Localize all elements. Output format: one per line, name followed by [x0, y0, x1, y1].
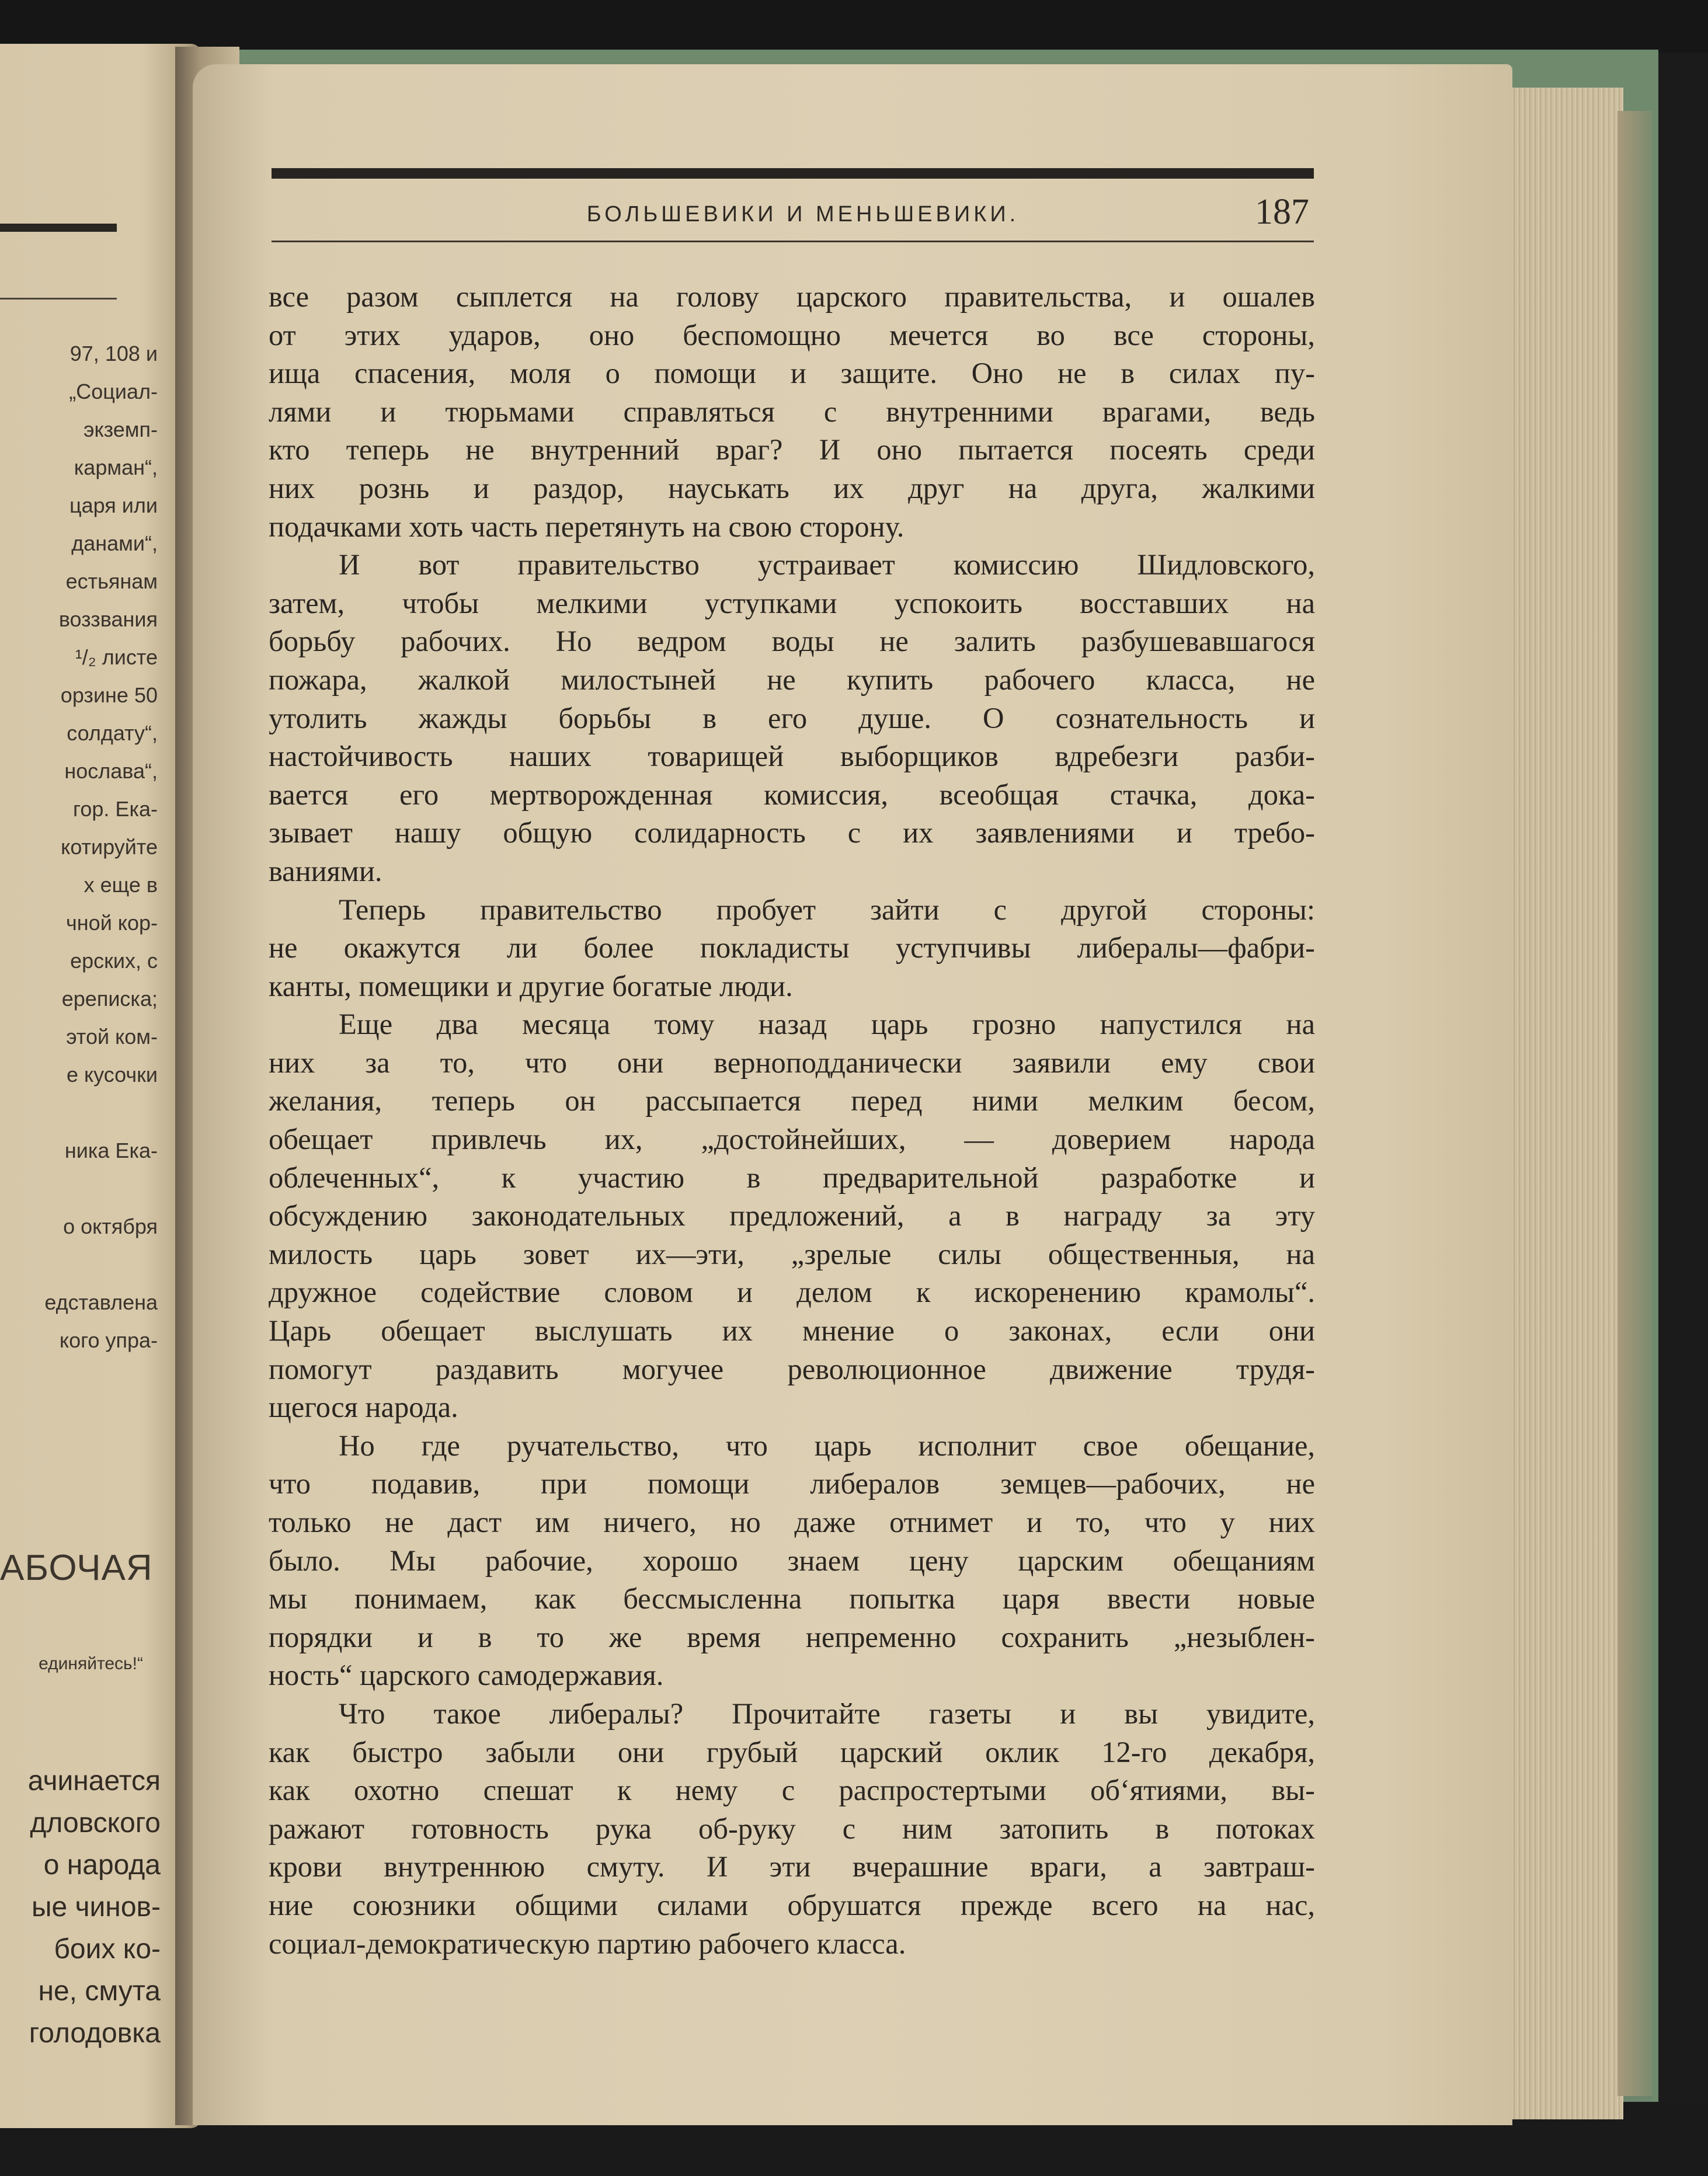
left-page-rule — [0, 224, 117, 232]
text-line: милость царь зовет их—эти, „зрелые силы общественныя, на — [269, 1237, 1315, 1270]
left-line: „Социал- — [69, 380, 158, 403]
left-line: карман“, — [74, 455, 158, 479]
left-line: орзине 50 — [60, 683, 158, 707]
text-line: борьбу рабочих. Но ведром воды не залить разбушевавшагося — [269, 625, 1315, 658]
text-line: Еще два месяца тому назад царь грозно напустился на — [339, 1008, 1315, 1041]
left-line: царя или — [69, 493, 158, 517]
page-number: 187 — [1255, 192, 1309, 232]
left-page-tail-text — [0, 1760, 193, 2055]
left-line: о октября — [63, 1214, 158, 1238]
left-tail-line: ые чинов- — [31, 1892, 161, 1923]
text-line: обсуждению законодательных предложений, а в награду за эту — [269, 1199, 1315, 1233]
left-line: нослава“, — [64, 759, 158, 783]
text-line: как охотно спешат к нему с распростертыми об‘ятиями, вы- — [269, 1774, 1315, 1807]
text-line: Теперь правительство пробует зайти с другой стороны: — [339, 893, 1315, 926]
left-line: ника Ека- — [64, 1139, 158, 1162]
left-line: солдату“, — [67, 721, 158, 745]
page-block-edges — [1495, 88, 1623, 2119]
left-line: едставлена — [44, 1290, 158, 1314]
left-line: ереписка; — [61, 987, 158, 1011]
text-line: канты, помещики и другие богатые люди. — [269, 969, 793, 1002]
header-thick-rule — [272, 168, 1314, 179]
text-line: крови внутреннюю смуту. И эти вчерашние враги, а завтраш- — [269, 1850, 1315, 1883]
text-line: социал-демократическую партию рабочего класса. — [269, 1927, 906, 1960]
text-line: кто теперь не внутренний враг? И оно пытается посеять среди — [269, 433, 1315, 466]
left-page — [0, 44, 201, 2128]
text-line: все разом сыплется на голову царского правительства, и ошалев — [269, 280, 1315, 313]
text-line: что подавив, при помощи либералов земцев—рабочих, не — [269, 1467, 1315, 1500]
text-line: ние союзники общими силами обрушатся прежде всего на нас, — [269, 1888, 1315, 1921]
text-line: Но где ручательство, что царь исполнит свое обещание, — [339, 1429, 1315, 1462]
left-line — [0, 1094, 158, 1131]
text-line: от этих ударов, оно беспомощно мечется во все стороны, — [269, 318, 1315, 351]
running-head: БОЛЬШЕВИКИ И МЕНЬШЕВИКИ. — [586, 202, 1020, 227]
left-line — [0, 1245, 158, 1283]
text-line: как быстро забыли они грубый царский оклик 12-го декабря, — [269, 1735, 1315, 1768]
text-line: Что такое либералы? Прочитайте газеты и вы увидите, — [339, 1697, 1315, 1730]
text-line: лями и тюрьмами справляться с внутренними врагами, ведь — [269, 395, 1315, 428]
text-line: дружное содействие словом и делом к искоренению крамолы“. — [269, 1276, 1315, 1309]
left-line: естьянам — [65, 569, 158, 593]
text-line: утолить жажды борьбы в его душе. О сознательность и — [269, 701, 1315, 734]
text-line: настойчивость наших товарищей выборщиков вдребезги разби- — [269, 740, 1315, 773]
left-page-heading: АБОЧАЯ — [0, 1548, 153, 1588]
body-text — [269, 278, 1315, 1963]
left-line: котируйте — [61, 835, 158, 859]
left-line: данами“, — [71, 531, 158, 555]
left-line: чной кор- — [66, 911, 158, 935]
left-line: гор. Ека- — [73, 797, 158, 821]
text-line: помогут раздавить могучее революционное движение трудя- — [269, 1352, 1315, 1385]
page-block-shadow — [1617, 111, 1653, 2096]
text-line: обещает привлечь их, „достойнейших, — доверием народа — [269, 1123, 1315, 1156]
left-line: кого упра- — [59, 1328, 158, 1352]
left-tail-line: дловского — [30, 1808, 161, 1839]
text-line: порядки и в то же время непременно сохранить „незыблен- — [269, 1620, 1315, 1653]
text-line: ражают готовность рука об-руку с ним затопить в потоках — [269, 1812, 1315, 1845]
page-header — [272, 192, 1314, 232]
left-line — [0, 1169, 158, 1207]
text-line: щегося народа. — [269, 1391, 458, 1424]
left-line: экземп- — [84, 417, 158, 441]
left-tail-line: о народа — [43, 1850, 161, 1881]
text-line: желания, теперь он рассыпается перед ними мелким бесом, — [269, 1084, 1315, 1117]
text-line: только не даст им ничего, но даже отнимет и то, что у них — [269, 1506, 1315, 1538]
text-line: затем, чтобы мелкими уступками успокоить восставших на — [269, 586, 1315, 619]
text-line: мы понимаем, как бессмысленна попытка царя ввести новые — [269, 1582, 1315, 1616]
text-line: подачками хоть часть перетянуть на свою сторону. — [269, 510, 905, 543]
text-line: ваниями. — [269, 854, 382, 887]
text-line: облеченных“, к участию в предварительной разработке и — [269, 1161, 1315, 1194]
text-line: ность“ царского самодержавия. — [269, 1659, 664, 1692]
text-line: было. Мы рабочие, хорошо знаем цену царским обещаниям — [269, 1544, 1315, 1577]
left-line: ¹/₂ листе — [75, 645, 158, 669]
left-tail-line: ачинается — [27, 1766, 161, 1796]
left-line: ерских, с — [70, 949, 158, 973]
text-line: не окажутся ли более покладисты уступчивы либералы—фабри- — [269, 931, 1315, 965]
left-tail-line: боих ко- — [54, 1934, 161, 1965]
left-line: 97, 108 и — [69, 342, 158, 365]
left-line: этой ком- — [66, 1025, 158, 1049]
left-line: х еще в — [84, 873, 158, 897]
text-line: зывает нашу общую солидарность с их заявлениями и требо- — [269, 816, 1315, 849]
header-thin-rule — [272, 241, 1314, 242]
text-line: И вот правительство устраивает комиссию Шидловского, — [339, 548, 1315, 582]
text-line: пожара, жалкой милостыней не купить рабочего класса, не — [269, 663, 1315, 696]
left-line: воззвания — [58, 607, 158, 631]
left-page-text — [0, 335, 193, 1359]
text-line: них рознь и раздор, науськать их друг на друга, жалкими — [269, 471, 1315, 504]
text-line: Царь обещает выслушать их мнение о законах, если они — [269, 1314, 1315, 1348]
background-top — [0, 0, 1708, 53]
left-tail-line: не, смута — [38, 1976, 161, 2007]
text-line: ища спасения, моля о помощи и защите. Оно не в силах пу- — [269, 357, 1315, 390]
left-page-thin-rule — [0, 298, 117, 300]
left-tail-line: голодовка — [29, 2018, 161, 2049]
text-line: них за то, что они верноподданически заявили ему свои — [269, 1046, 1315, 1079]
text-line: вается его мертворожденная комиссия, всеобщая стачка, дока- — [269, 778, 1315, 811]
left-page-slogan: единяйтесь!“ — [39, 1654, 143, 1673]
left-line: е кусочки — [66, 1063, 158, 1087]
